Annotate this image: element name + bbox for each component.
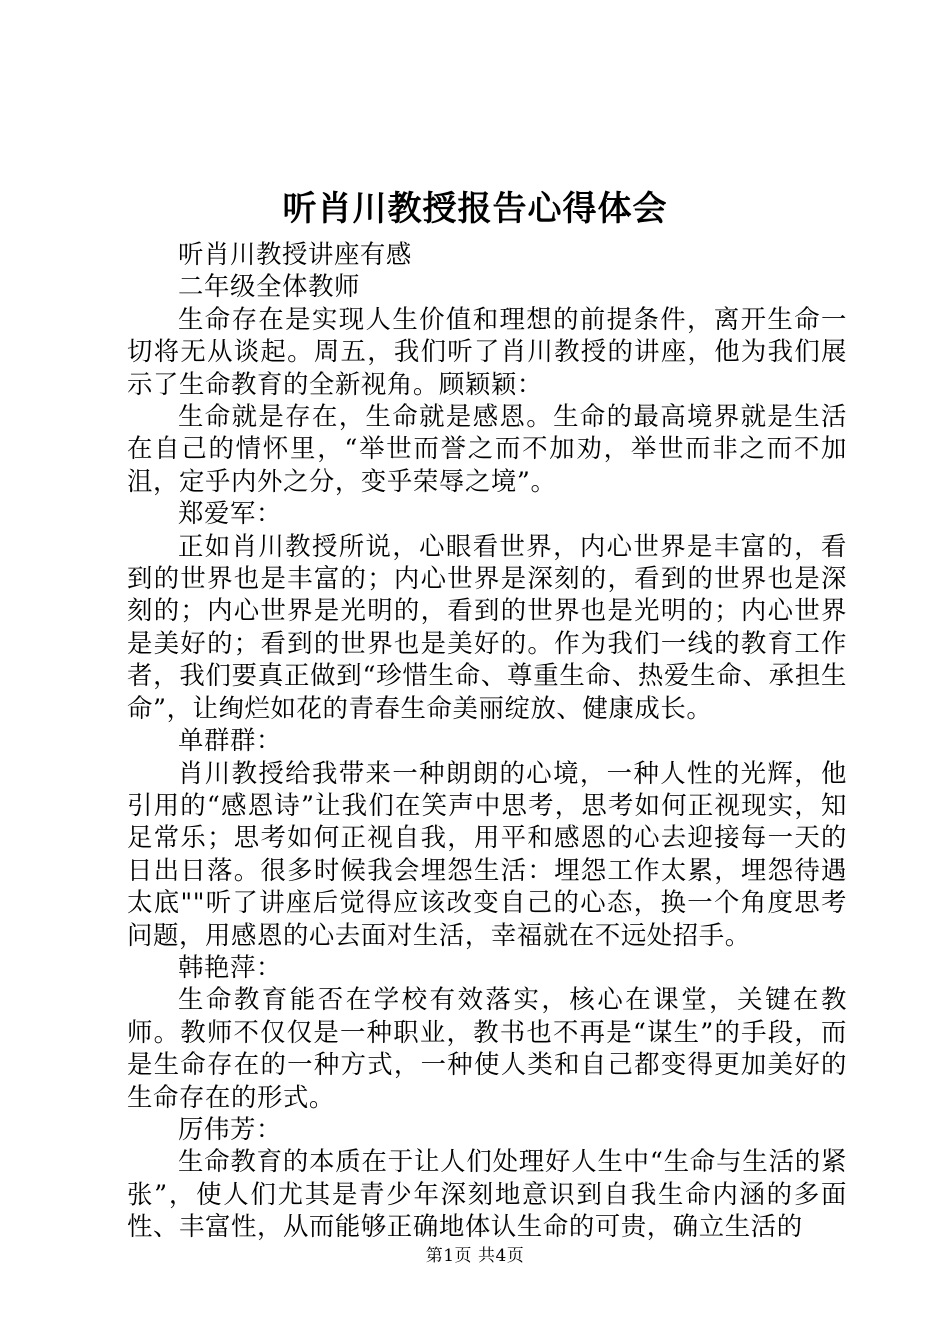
document-body (127, 238, 847, 1243)
subtitle-lecture: 听肖川教授讲座有感 (178, 239, 412, 269)
body-paragraph: 正如肖川教授所说，心眼看世界，内心世界是丰富的，看到的世界也是丰富的；内心世界是深刻的，看到的世界也是深刻的；内心世界是光明的，看到的世界也是光明的；内心世界是美好的；看到的世界也是美好的。作为我们一线的教育工作者，我们要真正做到“珍惜生命、尊重生命、热爱生命、承担生命”，让绚烂如花的青春生命美丽绽放、健康成长。 (127, 530, 847, 723)
page-footer: 第1页 共4页 (425, 1246, 525, 1266)
speaker-label: 单群群： (178, 725, 282, 756)
speaker-label: 厉伟芳： (178, 1113, 282, 1144)
speaker-label: 韩艳萍： (178, 951, 282, 982)
body-paragraph: 肖川教授给我带来一种朗朗的心境，一种人性的光辉，他引用的“感恩诗”让我们在笑声中思考，思考如何正视现实，知足常乐；思考如何正视自我，用平和感恩的心去迎接每一天的日出日落。很多时候我会埋怨生活：埋怨工作太累，埋怨待遇太底""听了讲座后觉得应该改变自己的心态，换一个角度思考问题，用感恩的心去面对生活，幸福就在不远处招手。 (127, 757, 847, 950)
body-paragraph: 生命教育的本质在于让人们处理好人生中“生命与生活的紧张”，使人们尤其是青少年深刻地意识到自我生命内涵的多面性、丰富性，从而能够正确地体认生命的可贵，确立生活的 (127, 1146, 847, 1242)
speaker-label: 郑爱军： (178, 498, 282, 529)
subtitle-author: 二年级全体教师 (178, 271, 360, 302)
body-paragraph: 生命就是存在，生命就是感恩。生命的最高境界就是生活在自己的情怀里，“举世而誉之而不加劝，举世而非之而不加沮，定乎内外之分，变乎荣辱之境”。 (127, 401, 847, 496)
document-title: 听肖川教授报告心得体会 (282, 189, 668, 229)
body-paragraph: 生命存在是实现人生价值和理想的前提条件，离开生命一切将无从谈起。周五，我们听了肖川教授的讲座，他为我们展示了生命教育的全新视角。顾颖颖： (127, 303, 847, 399)
body-paragraph: 生命教育能否在学校有效落实，核心在课堂，关键在教师。教师不仅仅是一种职业，教书也不再是“谋生”的手段，而是生命存在的一种方式，一种使人类和自己都变得更加美好的生命存在的形式。 (127, 984, 847, 1112)
